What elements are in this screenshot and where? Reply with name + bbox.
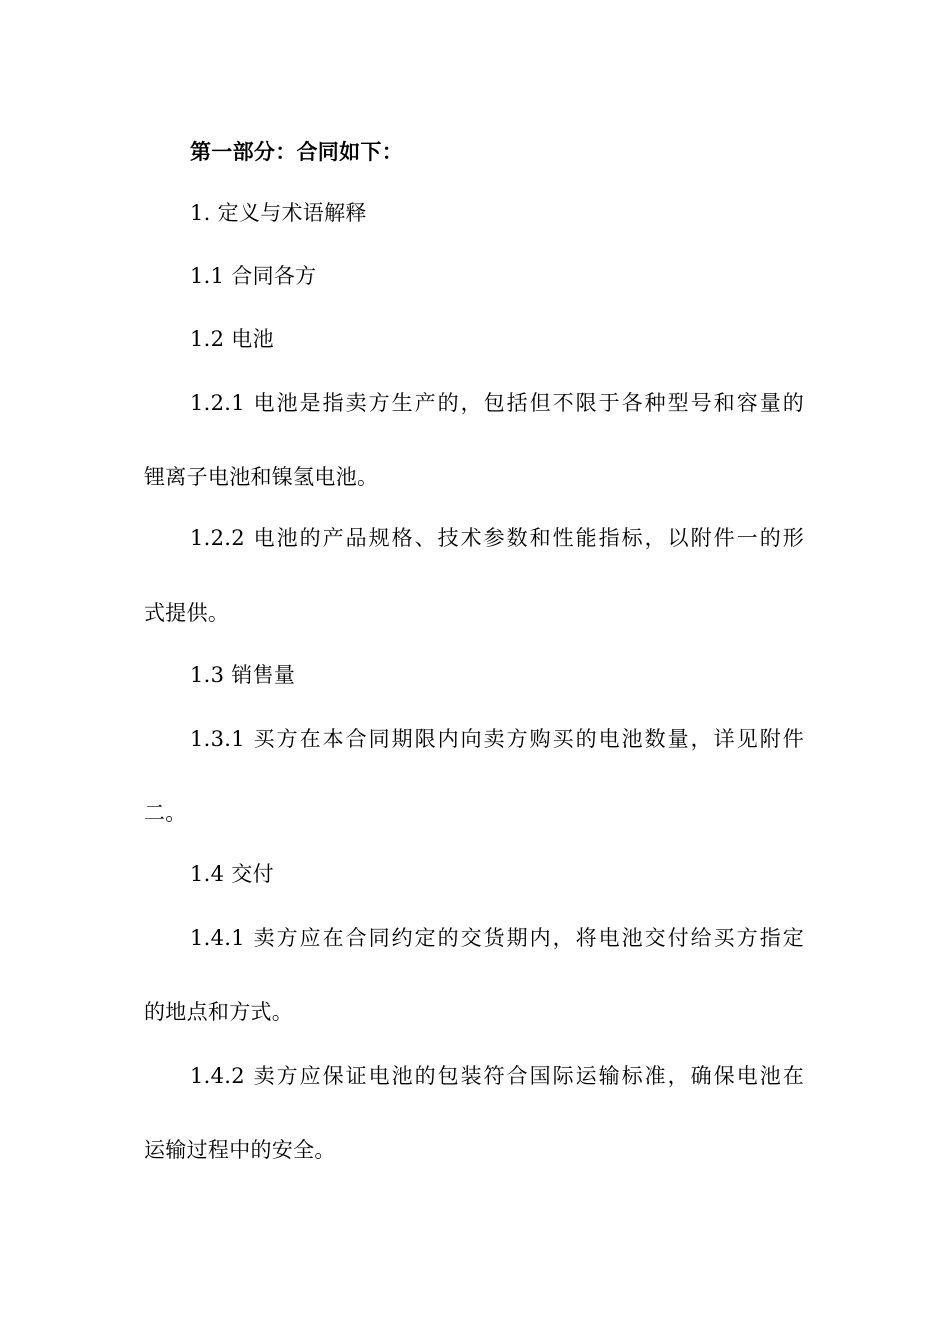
clause-1-4-1-line-1: 1.4.1 卖方应在合同约定的交货期内，将电池交付给买方指定 [190,926,804,950]
clause-1-2-2-line-1: 1.2.2 电池的产品规格、技术参数和性能指标，以附件一的形 [190,526,804,550]
clause-1-1-title: 1.1 合同各方 [190,264,317,288]
clause-1-3-1-line-2: 二。 [144,801,187,825]
clause-1-4-1-line-2: 的地点和方式。 [144,1000,294,1024]
clause-1-2-title: 1.2 电池 [190,327,274,351]
clause-1-4-2-line-1: 1.4.2 卖方应保证电池的包装符合国际运输标准，确保电池在 [190,1064,804,1088]
clause-1-4-2-line-2: 运输过程中的安全。 [144,1138,336,1162]
clause-1-4-title: 1.4 交付 [190,862,274,886]
section-heading: 第一部分：合同如下： [190,140,403,164]
clause-1-2-2-line-2: 式提供。 [144,601,230,625]
clause-1-3-1-line-1: 1.3.1 买方在本合同期限内向卖方购买的电池数量，详见附件 [190,727,804,751]
clause-1-3-title: 1.3 销售量 [190,663,296,687]
clause-1-2-1-line-2: 锂离子电池和镍氢电池。 [144,465,379,489]
clause-1-title: 1. 定义与术语解释 [190,201,367,225]
clause-1-2-1-line-1: 1.2.1 电池是指卖方生产的，包括但不限于各种型号和容量的 [190,391,804,415]
